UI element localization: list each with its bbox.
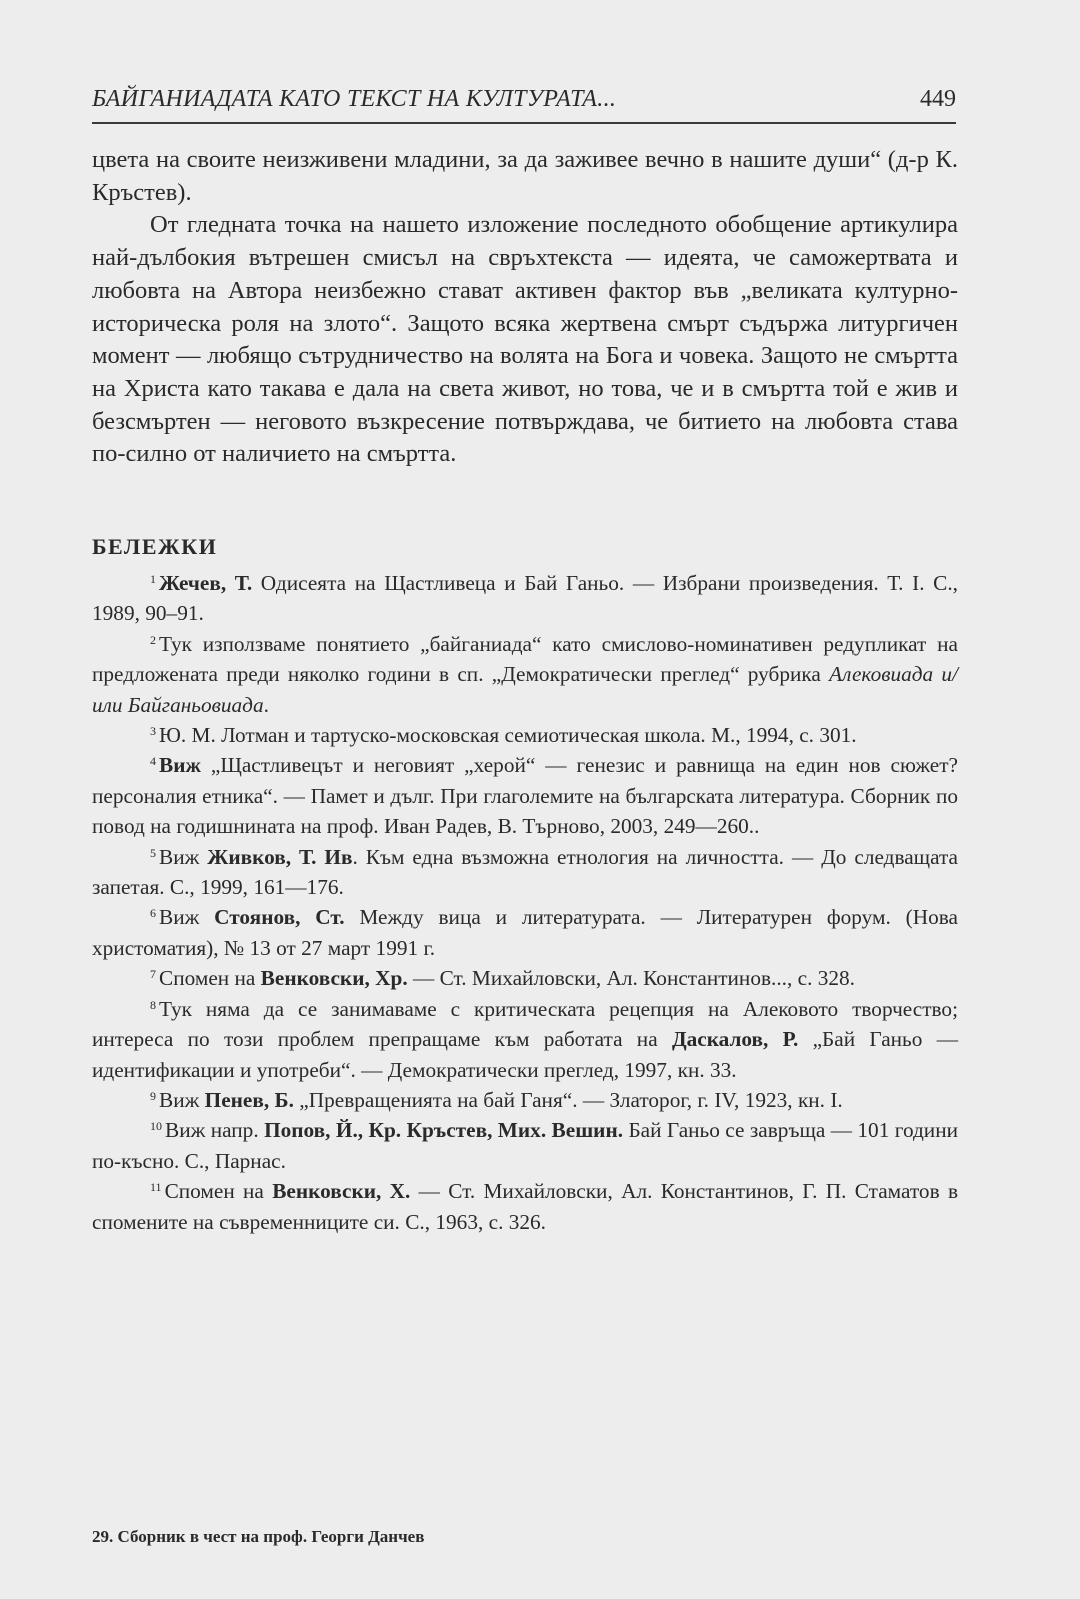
note-text: — Ст. Михайловски, Ал. Константинов, Г. П. Стаматов в спомените на съвременниците си. С., 1963, с. 326. bbox=[92, 1179, 958, 1234]
note-number: 2 bbox=[150, 632, 156, 647]
note-text: „Превращенията на бай Ганя“. — Златорог, г. IV, 1923, кн. І. bbox=[293, 1087, 843, 1112]
note-text: Между вица и литературата. — Литературен форум. (Нова христоматия), № 13 от 27 март 1991 г. bbox=[92, 905, 958, 960]
note-text: Тук използваме понятието „байганиада“ като смислово-номинативен редупликат на предложената преди няколко години в сп. „Демократически преглед“ рубрика bbox=[92, 631, 958, 687]
note-prefix: Тук няма да се занимаваме с критическата рецепция на Алековото творчество; интереса по този проблем препращаме към работата на bbox=[92, 996, 958, 1052]
footer-signature-line: 29. Сборник в чест на проф. Георги Данчев bbox=[92, 1527, 425, 1546]
note-prefix: Виж bbox=[159, 844, 208, 869]
note-number: 7 bbox=[150, 967, 156, 982]
note-prefix: Спомен на bbox=[159, 966, 261, 991]
note-6 bbox=[92, 902, 958, 963]
note-text: Бай Ганьо се завръща — 101 години по-късно. С., Парнас. bbox=[92, 1118, 959, 1173]
note-number: 3 bbox=[150, 724, 156, 739]
note-prefix: Виж bbox=[159, 1087, 205, 1112]
note-2 bbox=[92, 629, 958, 720]
note-author: Попов, Й., Кр. Кръстев, Мих. Вешин. bbox=[264, 1118, 624, 1143]
note-author: Даскалов, Р. bbox=[671, 1027, 799, 1052]
note-author: Венковски, Хр. bbox=[260, 966, 408, 991]
note-text: . Към една възможна етнология на личността. — До следващата запетая. С., 1999, 161—176. bbox=[92, 844, 959, 900]
body-text bbox=[92, 144, 958, 471]
note-number: 6 bbox=[150, 906, 156, 921]
note-number: 4 bbox=[150, 754, 156, 769]
body-paragraph-1: цвета на своите неизживени младини, за да заживее вечно в нашите души“ (д-р К. Кръстев). bbox=[92, 146, 958, 206]
note-4 bbox=[92, 750, 958, 841]
note-10 bbox=[92, 1115, 958, 1176]
note-number: 10 bbox=[150, 1119, 162, 1134]
note-number: 1 bbox=[150, 572, 156, 586]
running-head bbox=[92, 82, 956, 124]
note-number: 8 bbox=[150, 997, 156, 1012]
notes-list bbox=[92, 568, 958, 1237]
note-author: Пенев, Б. bbox=[204, 1087, 294, 1112]
note-number: 11 bbox=[150, 1180, 162, 1195]
note-7 bbox=[92, 963, 958, 993]
note-prefix: Виж bbox=[159, 905, 215, 930]
note-text: „Бай Ганьо — идентификации и употреби“. — Демократически преглед, 1997, кн. 33. bbox=[92, 1027, 958, 1082]
note-author: Стоянов, Ст. bbox=[214, 905, 345, 930]
page-number: 449 bbox=[920, 86, 956, 112]
note-text: Ю. М. Лотман и тартуско-московская семиотическая школа. М., 1994, с. 301. bbox=[159, 723, 857, 748]
note-text: — Ст. Михайловски, Ал. Константинов..., с. 328. bbox=[407, 966, 856, 991]
note-8 bbox=[92, 994, 958, 1085]
note-1 bbox=[92, 568, 958, 629]
running-head-title: БАЙГАНИАДАТА КАТО ТЕКСТ НА КУЛТУРАТА... bbox=[92, 86, 617, 112]
note-tail: . bbox=[263, 692, 269, 717]
note-author: Жечев, Т. bbox=[159, 571, 253, 595]
note-11 bbox=[92, 1176, 958, 1237]
note-number: 9 bbox=[150, 1088, 156, 1103]
body-paragraph-2: От гледната точка на нашето изложение последното обобщение артикулира най-дълбокия вътрешен смисъл на свръхтекста — идеята, че саможертвата и любовта на Автора неизбежно стават активен фактор във „великата културно-историческа роля на злото“. Защото всяка жертвена смърт съдържа литургичен момент — любящо сътрудничество на волята на Бога и човека. Защото не смъртта на Христа като такава е дала на света живот, но това, че и в смъртта той е жив и безсмъртен — неговото възкресение потвърждава, че битието на любовта става по-силно от наличието на смъртта. bbox=[92, 211, 958, 468]
note-3 bbox=[92, 720, 958, 750]
note-italic-title: Алековиада и/или Байганьовиада bbox=[92, 662, 958, 717]
notes-heading: БЕЛЕЖКИ bbox=[92, 534, 218, 559]
note-number: 5 bbox=[150, 845, 156, 860]
note-prefix: Виж напр. bbox=[165, 1118, 265, 1143]
note-text: Одисеята на Щастливеца и Бай Ганьо. — Избрани произведения. Т. І. С., 1989, 90–91. bbox=[92, 571, 958, 626]
note-author: Виж bbox=[159, 753, 201, 778]
note-author: Живков, Т. Ив bbox=[207, 844, 353, 869]
note-text: „Щастливецът и неговият „херой“ — генезис и равнища на един нов сюжет? персоналия етника“. — Памет и дълг. При глаголемите на българската литература. Сборник по повод на годишнината на проф. Иван Радев, В. Търново, 2003, 249—260.. bbox=[92, 753, 958, 839]
note-author: Венковски, Х. bbox=[272, 1179, 411, 1204]
note-prefix: Спомен на bbox=[164, 1179, 273, 1204]
note-9 bbox=[92, 1085, 958, 1115]
note-5 bbox=[92, 842, 958, 903]
